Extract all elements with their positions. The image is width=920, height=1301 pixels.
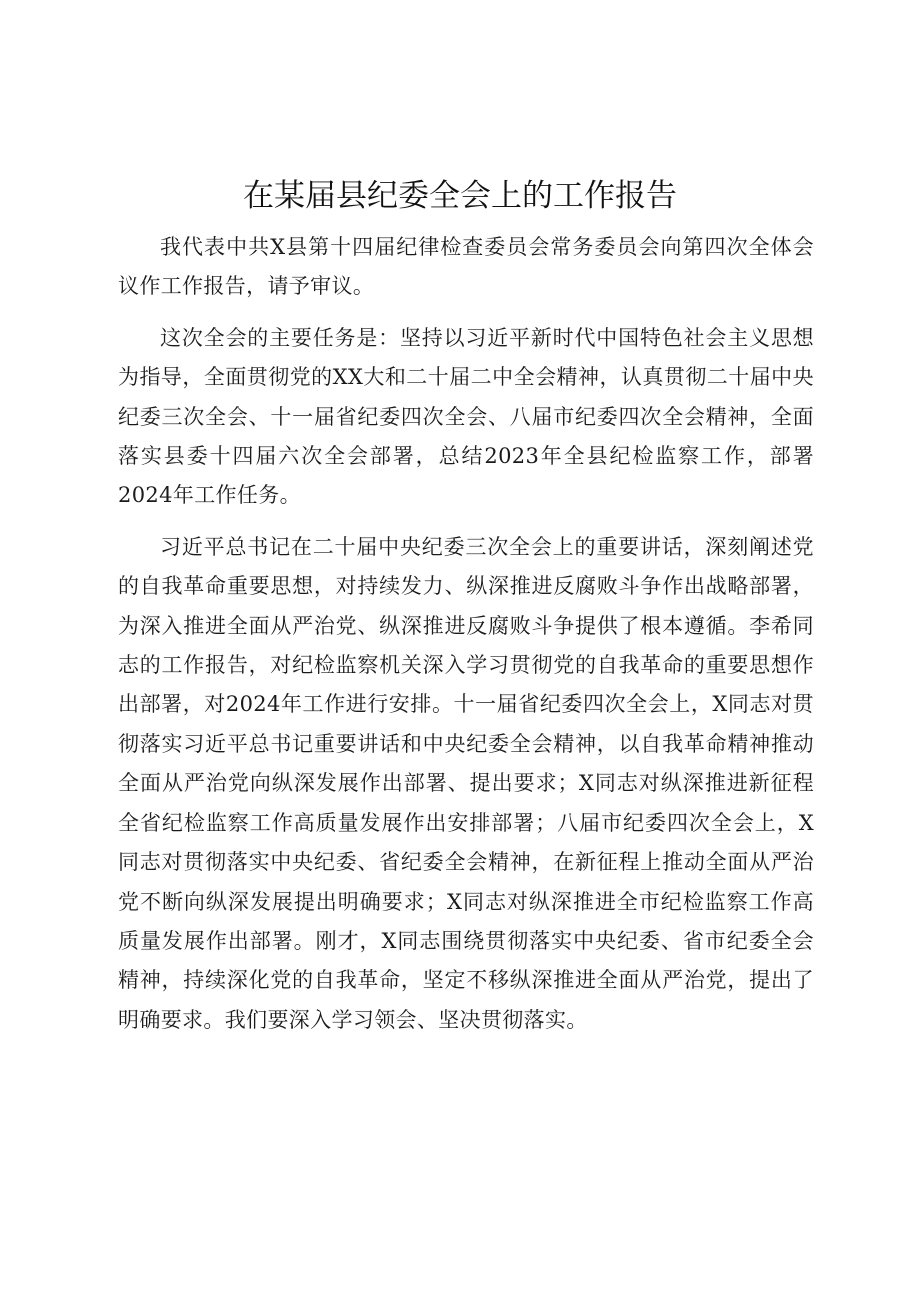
document-body (118, 228, 814, 1040)
paragraph-main-tasks: 这次全会的主要任务是：坚持以习近平新时代中国特色社会主义思想为指导，全面贯彻党的XX大和二十届二中全会精神，认真贯彻二十届中央纪委三次全会、十一届省纪委四次全会、八届市纪委四次全会精神，全面落实县委十四届六次全会部署，总结2023年全县纪检监察工作，部署2024年工作任务。 (118, 325, 814, 508)
paragraph-speech-summary: 习近平总书记在二十届中央纪委三次全会上的重要讲话，深刻阐述党的自我革命重要思想，对持续发力、纵深推进反腐败斗争作出战略部署，为深入推进全面从严治党、纵深推进反腐败斗争提供了根本遵循。李希同志的工作报告，对纪检监察机关深入学习贯彻党的自我革命的重要思想作出部署，对2024年工作进行安排。十一届省纪委四次全会上，X同志对贯彻落实习近平总书记重要讲话和中央纪委全会精神，以自我革命精神推动全面从严治党向纵深发展作出部署、提出要求；X同志对纵深推进新征程全省纪检监察工作高质量发展作出安排部署；八届市纪委四次全会上，X同志对贯彻落实中央纪委、省纪委全会精神，在新征程上推动全面从严治党不断向纵深发展提出明确要求；X同志对纵深推进全市纪检监察工作高质量发展作出部署。刚才，X同志围绕贯彻落实中央纪委、省市纪委全会精神，持续深化党的自我革命，坚定不移纵深推进全面从严治党，提出了明确要求。我们要深入学习领会、坚决贯彻落实。 (118, 534, 814, 1032)
document-title: 在某届县纪委全会上的工作报告 (243, 178, 677, 214)
paragraph-intro: 我代表中共X县第十四届纪律检查委员会常务委员会向第四次全体会议作工作报告，请予审议。 (118, 235, 814, 299)
